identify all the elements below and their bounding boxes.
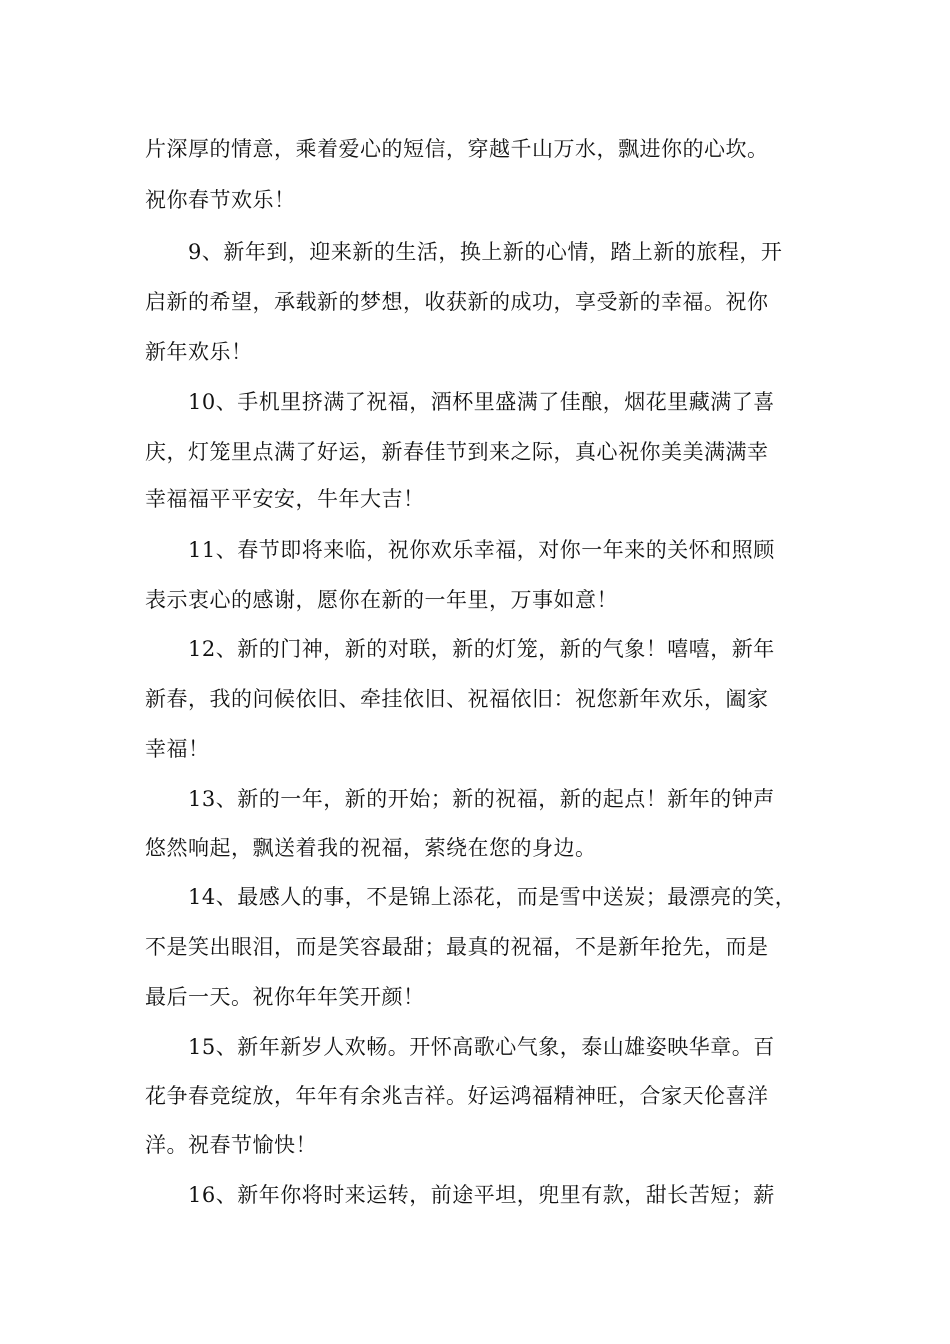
paragraph-13-start: 13、新的一年，新的开始；新的祝福，新的起点！新年的钟声 (188, 787, 775, 811)
text-line: 幸福！ (145, 737, 210, 761)
paragraph-11-start: 11、春节即将来临，祝你欢乐幸福，对你一年来的关怀和照顾 (188, 538, 775, 562)
paragraph-15-start: 15、新年新岁人欢畅。开怀高歌心气象，泰山雄姿映华章。百 (188, 1035, 775, 1059)
text-line: 表示衷心的感谢，愿你在新的一年里，万事如意！ (145, 588, 618, 612)
text-line: 片深厚的情意，乘着爱心的短信，穿越千山万水，飘进你的心坎。 (145, 137, 769, 161)
text-line: 洋。祝春节愉快！ (145, 1133, 317, 1157)
text-line: 最后一天。祝你年年笑开颜！ (145, 985, 425, 1009)
text-line: 祝你春节欢乐！ (145, 188, 296, 212)
text-line: 不是笑出眼泪，而是笑容最甜；最真的祝福，不是新年抢先，而是 (145, 935, 769, 959)
paragraph-10-start: 10、手机里挤满了祝福，酒杯里盛满了佳酿，烟花里藏满了喜 (188, 390, 775, 414)
paragraph-16-start: 16、新年你将时来运转，前途平坦，兜里有款，甜长苦短；薪 (188, 1183, 775, 1207)
text-line: 新春，我的问候依旧、牵挂依旧、祝福依旧：祝您新年欢乐，阖家 (145, 687, 769, 711)
text-line: 花争春竞绽放，年年有余兆吉祥。好运鸿福精神旺，合家天伦喜洋 (145, 1084, 769, 1108)
text-line: 悠然响起，飘送着我的祝福，萦绕在您的身边。 (145, 836, 597, 860)
paragraph-12-start: 12、新的门神，新的对联，新的灯笼，新的气象！嘻嘻，新年 (188, 637, 775, 661)
text-line: 庆，灯笼里点满了好运，新春佳节到来之际，真心祝你美美满满幸 (145, 440, 769, 464)
paragraph-14-start: 14、最感人的事，不是锦上添花，而是雪中送炭；最漂亮的笑， (188, 885, 797, 909)
text-line: 幸福福平平安安，牛年大吉！ (145, 487, 425, 511)
text-line: 新年欢乐！ (145, 340, 253, 364)
text-line: 启新的希望，承载新的梦想，收获新的成功，享受新的幸福。祝你 (145, 290, 769, 314)
paragraph-9-start: 9、新年到，迎来新的生活，换上新的心情，踏上新的旅程，开 (188, 240, 783, 264)
